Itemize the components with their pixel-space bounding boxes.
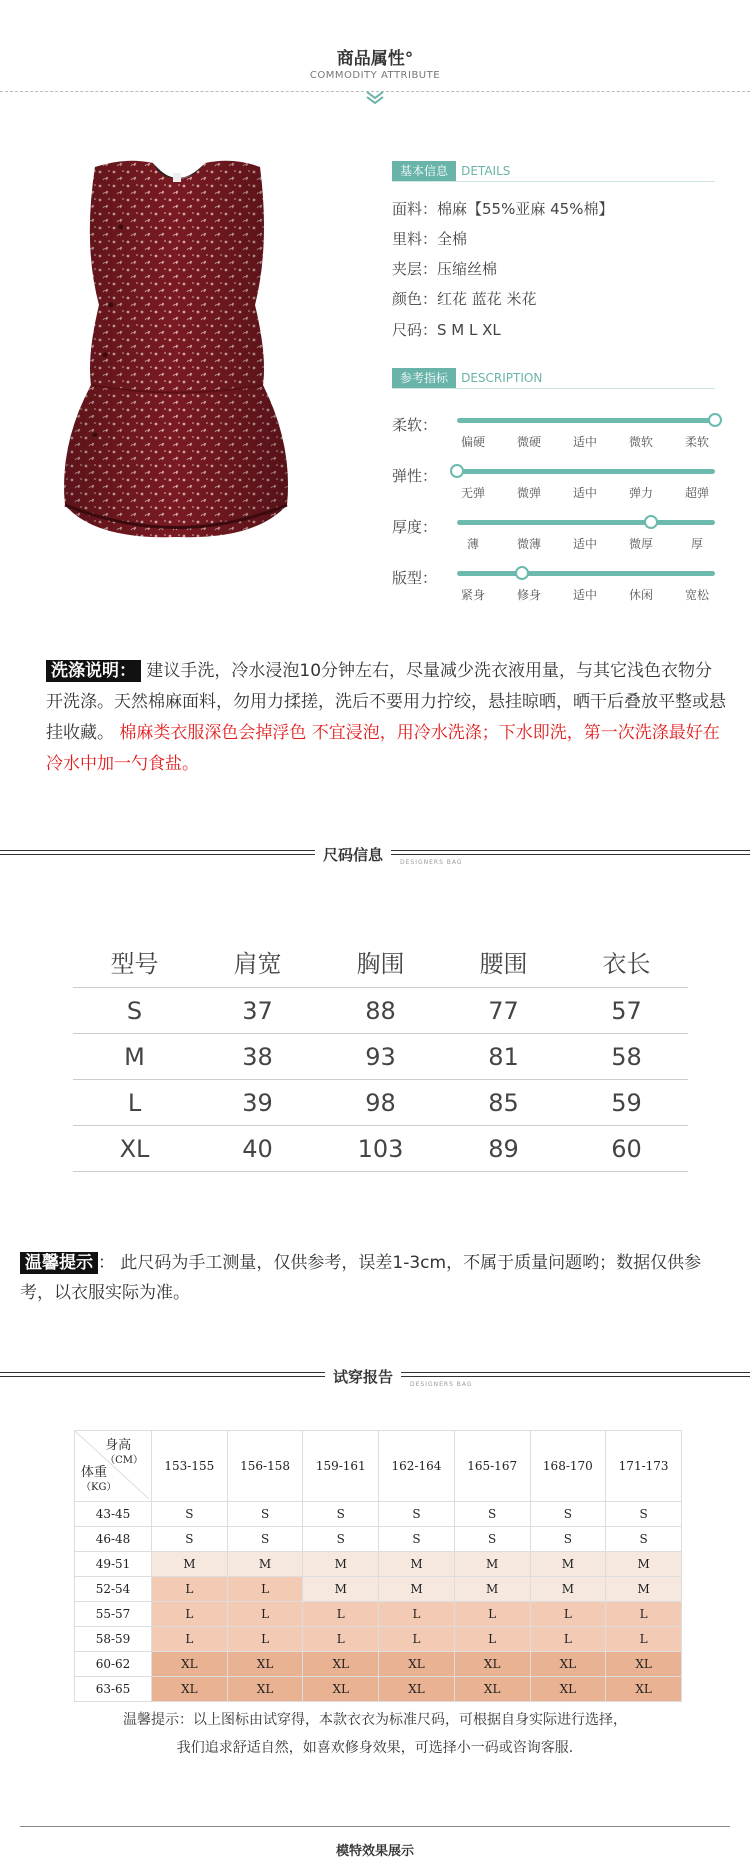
description-tag: 参考指标 [392, 368, 456, 388]
size-cell: S [606, 1502, 682, 1527]
size-cell: S [152, 1502, 228, 1527]
size-cell: S [530, 1527, 606, 1552]
table-cell: 93 [319, 1034, 442, 1080]
size-cell: L [379, 1602, 455, 1627]
attr-title: 商品属性° [336, 49, 414, 69]
slider-track [457, 418, 715, 423]
info-color: 颜色：红花 蓝花 米花 [392, 290, 537, 308]
table-cell: 88 [319, 988, 442, 1034]
description-underline [392, 388, 715, 389]
weight-cell: 46-48 [75, 1527, 152, 1552]
tick-label: 微薄 [516, 537, 541, 551]
slider-track [457, 520, 715, 525]
size-cell: S [152, 1527, 228, 1552]
size-cell: M [454, 1552, 530, 1577]
size-cell: L [227, 1627, 303, 1652]
table-cell: 57 [565, 988, 688, 1034]
size-cell: XL [152, 1652, 228, 1677]
size-cell: M [227, 1552, 303, 1577]
table-row [75, 1577, 682, 1602]
size-cell: L [303, 1602, 379, 1627]
table-cell: 60 [565, 1126, 688, 1172]
tick-label: 修身 [516, 588, 541, 602]
slider-ticks [445, 586, 725, 603]
corner-height: 身高 （CM） [105, 1438, 143, 1466]
size-cell: M [530, 1577, 606, 1602]
wash-text: 建议手洗，冷水浸泡10分钟左右，尽量减少洗衣液用量，与其它浅色衣物分开洗涤。天然棉麻面料，勿用力揉搓，洗后不要用力拧绞，悬挂晾晒，晒干后叠放平整或悬挂收藏。 [46, 661, 726, 743]
size-cell: S [303, 1527, 379, 1552]
try-section-subtitle: DESIGNERS BAG [410, 1381, 473, 1388]
size-cell: M [606, 1577, 682, 1602]
tip-colon: ： [98, 1253, 115, 1273]
table-row [73, 1080, 688, 1126]
info-fabric: 面料：棉麻【55%亚麻 45%棉】 [392, 200, 614, 218]
table-cell: 58 [565, 1034, 688, 1080]
info-size: 尺码：S M L XL [392, 321, 501, 339]
column-header: 胸围 [356, 949, 405, 978]
size-tip [20, 1248, 730, 1308]
try-section-divider [0, 1368, 750, 1402]
size-cell: XL [227, 1652, 303, 1677]
footer-title: 模特效果展示 [335, 1844, 414, 1859]
weight-cell: 43-45 [75, 1502, 152, 1527]
size-cell: L [454, 1627, 530, 1652]
table-row [75, 1627, 682, 1652]
size-cell: L [152, 1602, 228, 1627]
tick-label: 紧身 [460, 588, 485, 602]
slider-knob [515, 566, 529, 580]
size-cell: L [152, 1627, 228, 1652]
size-cell: XL [530, 1677, 606, 1702]
tick-label: 无弹 [460, 486, 485, 500]
weight-cell: 63-65 [75, 1677, 152, 1702]
tick-label: 适中 [572, 486, 597, 500]
table-cell: 38 [196, 1034, 319, 1080]
slider-knob [708, 413, 722, 427]
slider-label: 厚度： [392, 518, 438, 536]
tick-label: 休闲 [628, 588, 653, 602]
table-row [75, 1677, 682, 1702]
size-cell: M [303, 1577, 379, 1602]
tick-label: 偏硬 [460, 435, 485, 449]
slider-track [457, 469, 715, 474]
details-tag: 基本信息 [392, 161, 456, 181]
info-padding: 夹层：压缩丝棉 [392, 260, 498, 278]
table-row [75, 1502, 682, 1527]
tick-label: 弹力 [628, 486, 653, 500]
table-cell: 85 [442, 1080, 565, 1126]
size-cell: S [227, 1527, 303, 1552]
tip-badge: 温馨提示 [20, 1252, 98, 1274]
height-header: 162-164 [379, 1431, 455, 1502]
attr-subtitle: COMMODITY ATTRIBUTE [309, 70, 441, 81]
size-cell: L [606, 1602, 682, 1627]
details-tag-en: DETAILS [461, 164, 511, 178]
size-cell: S [454, 1527, 530, 1552]
footer-divider [20, 1826, 730, 1827]
size-cell: S [303, 1502, 379, 1527]
slider-label: 弹性： [392, 467, 438, 485]
weight-cell: 60-62 [75, 1652, 152, 1677]
height-header: 156-158 [227, 1431, 303, 1502]
wash-warning: 棉麻类衣服深色会掉浮色 不宜浸泡，用冷水洗涤；下水即洗，第一次洗涤最好在冷水中加一勺食盐。 [46, 723, 720, 774]
table-cell: 59 [565, 1080, 688, 1126]
tick-label: 薄 [466, 537, 479, 551]
size-cell: M [454, 1577, 530, 1602]
try-note [0, 1706, 750, 1762]
size-cell: XL [379, 1677, 455, 1702]
corner-cell [75, 1431, 152, 1502]
size-cell: S [454, 1502, 530, 1527]
slider-ticks [445, 484, 725, 501]
table-cell: 37 [196, 988, 319, 1034]
tick-label: 微软 [628, 435, 653, 449]
size-cell: L [227, 1602, 303, 1627]
table-cell: 89 [442, 1126, 565, 1172]
try-on-body [75, 1502, 682, 1702]
tick-label: 宽松 [684, 588, 709, 602]
size-cell: S [606, 1527, 682, 1552]
table-cell: 40 [196, 1126, 319, 1172]
size-cell: M [152, 1552, 228, 1577]
table-cell: M [73, 1034, 196, 1080]
note-line: 温馨提示：以上图标由试穿得，本款衣衣为标准尺码，可根据自身实际进行选择， [123, 1712, 627, 1728]
tick-label: 厚 [690, 537, 703, 551]
size-cell: L [454, 1602, 530, 1627]
try-on-table [74, 1430, 682, 1702]
size-cell: L [379, 1627, 455, 1652]
size-cell: XL [303, 1652, 379, 1677]
size-cell: S [227, 1502, 303, 1527]
size-cell: L [227, 1577, 303, 1602]
size-cell: M [606, 1552, 682, 1577]
size-cell: L [303, 1627, 379, 1652]
slider-track [457, 571, 715, 576]
size-cell: XL [606, 1677, 682, 1702]
slider-knob [644, 515, 658, 529]
slider-label: 版型： [392, 569, 438, 587]
details-underline [392, 181, 715, 182]
table-cell: 81 [442, 1034, 565, 1080]
table-cell: 39 [196, 1080, 319, 1126]
column-header: 型号 [110, 949, 159, 978]
table-cell: 77 [442, 988, 565, 1034]
tick-label: 微厚 [628, 537, 653, 551]
size-cell: M [379, 1552, 455, 1577]
size-cell: XL [530, 1652, 606, 1677]
column-header: 衣长 [602, 949, 651, 978]
size-cell: XL [227, 1677, 303, 1702]
slider-ticks [445, 433, 725, 450]
table-cell: 103 [319, 1126, 442, 1172]
description-header [392, 367, 715, 388]
table-header-row [75, 1431, 682, 1502]
weight-cell: 49-51 [75, 1552, 152, 1577]
size-cell: XL [454, 1652, 530, 1677]
tip-text: 此尺码为手工测量，仅供参考，误差1-3cm，不属于质量问题哟；数据仅供参考，以衣服实际为准。 [20, 1253, 702, 1303]
size-cell: S [530, 1502, 606, 1527]
height-header: 165-167 [454, 1431, 530, 1502]
table-row [75, 1552, 682, 1577]
size-cell: L [530, 1627, 606, 1652]
column-header: 腰围 [479, 949, 528, 978]
table-header-row [73, 935, 688, 988]
size-section-subtitle: DESIGNERS BAG [400, 859, 463, 866]
size-cell: XL [303, 1677, 379, 1702]
wash-badge: 洗涤说明： [46, 660, 141, 682]
table-cell: XL [73, 1126, 196, 1172]
size-cell: L [152, 1577, 228, 1602]
tick-label: 微硬 [516, 435, 541, 449]
size-cell: XL [606, 1652, 682, 1677]
try-section-title: 试穿报告 [325, 1366, 401, 1387]
table-cell: 98 [319, 1080, 442, 1126]
height-header: 168-170 [530, 1431, 606, 1502]
info-lining: 里料：全棉 [392, 230, 468, 248]
size-cell: S [379, 1527, 455, 1552]
size-section-title: 尺码信息 [315, 844, 391, 865]
size-cell: XL [379, 1652, 455, 1677]
corner-weight: 体重 （KG） [81, 1465, 117, 1493]
table-row [75, 1602, 682, 1627]
table-row [73, 988, 688, 1034]
wash-instructions [46, 656, 726, 780]
tick-label: 微弹 [516, 486, 541, 500]
tick-label: 适中 [572, 588, 597, 602]
weight-cell: 58-59 [75, 1627, 152, 1652]
table-row [75, 1652, 682, 1677]
tick-label: 适中 [572, 435, 597, 449]
size-section-divider [0, 846, 750, 880]
height-header: 171-173 [606, 1431, 682, 1502]
size-table [73, 935, 688, 1172]
size-cell: L [530, 1602, 606, 1627]
size-cell: XL [152, 1677, 228, 1702]
size-cell: S [379, 1502, 455, 1527]
slider-knob [450, 464, 464, 478]
weight-cell: 55-57 [75, 1602, 152, 1627]
slider-ticks [445, 535, 725, 552]
details-header [392, 160, 715, 181]
table-row [73, 1034, 688, 1080]
size-cell: M [379, 1577, 455, 1602]
height-header: 159-161 [303, 1431, 379, 1502]
note-line: 我们追求舒适自然，如喜欢修身效果，可选择小一码或咨询客服. [176, 1740, 574, 1756]
table-cell: L [73, 1080, 196, 1126]
tick-label: 超弹 [684, 486, 709, 500]
height-header: 153-155 [152, 1431, 228, 1502]
size-cell: L [606, 1627, 682, 1652]
table-row [75, 1527, 682, 1552]
column-header: 肩宽 [233, 949, 282, 978]
tick-label: 柔软 [684, 435, 709, 449]
tick-label: 适中 [572, 537, 597, 551]
size-cell: XL [454, 1677, 530, 1702]
product-image [55, 155, 300, 540]
size-cell: M [303, 1552, 379, 1577]
slider-label: 柔软： [392, 416, 438, 434]
size-cell: M [530, 1552, 606, 1577]
weight-cell: 52-54 [75, 1577, 152, 1602]
description-tag-en: DESCRIPTION [461, 371, 543, 385]
table-cell: S [73, 988, 196, 1034]
table-row [73, 1126, 688, 1172]
chevron-down-icon [362, 90, 388, 104]
